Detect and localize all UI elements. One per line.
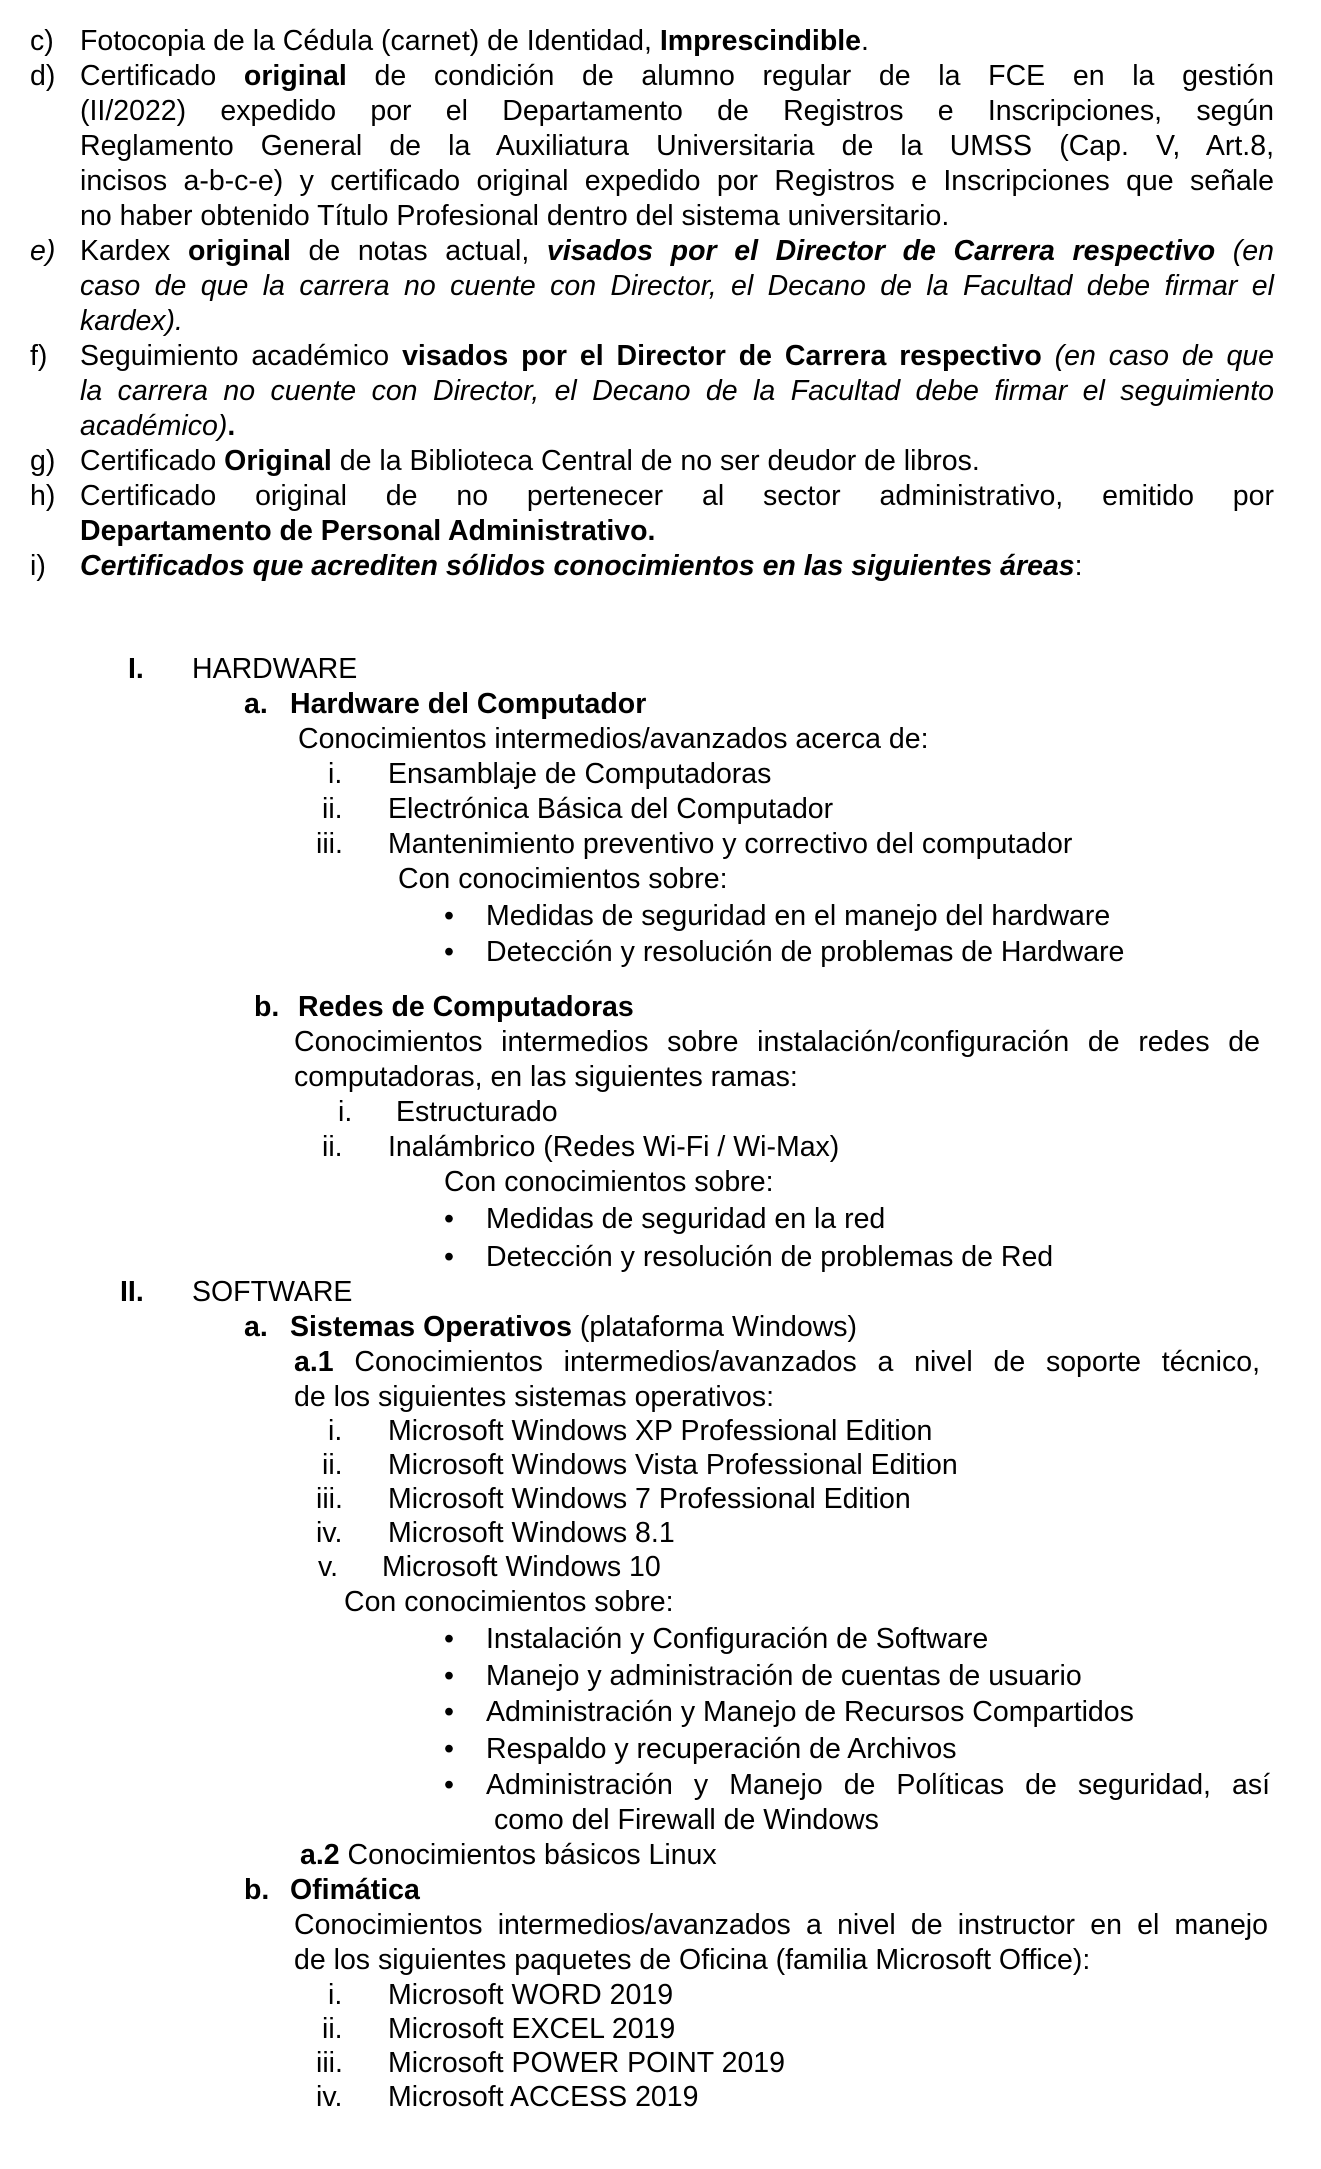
sw-b-item-text: Microsoft EXCEL 2019 — [388, 2013, 676, 2045]
sw-b-intro-line1: Conocimientos intermedios/avanzados a nivel de instructor en el manejo — [294, 1909, 1268, 1941]
hw-a-item-text: Ensamblaje de Computadoras — [388, 758, 772, 790]
sw-b-item-num: ii. — [322, 2013, 343, 2045]
sw-a-bullet: Administración y Manejo de Políticas de seguridad, así — [486, 1769, 1270, 1801]
hw-b-item-text: Estructurado — [396, 1096, 558, 1128]
hw-a-intro: Conocimientos intermedios/avanzados acerca de: — [298, 723, 929, 755]
sw-a1-l1: Conocimientos intermedios/avanzados a nivel de soporte técnico, — [333, 1346, 1260, 1378]
bullet-icon — [444, 1202, 454, 1237]
item-letter-h: h) — [30, 480, 56, 512]
hw-b-title: Redes de Computadoras — [298, 991, 634, 1023]
requirement-c-text: Fotocopia de la Cédula (carnet) de Identidad, — [80, 25, 660, 57]
sw-b-item-num: i. — [328, 1979, 343, 2011]
requirement-c-bold: Imprescindible — [659, 25, 862, 57]
f-l1b: visados por el Director de Carrera respectivo — [402, 340, 1042, 372]
e-l1b: original — [187, 235, 291, 267]
hw-a-letter: a. — [244, 688, 268, 720]
f-l3b: . — [227, 410, 236, 442]
i-end: : — [1074, 550, 1083, 582]
sw-a-item-text: Microsoft Windows 7 Professional Edition — [388, 1483, 911, 1515]
requirement-e-line3: kardex). — [80, 305, 183, 337]
sw-a-item-num: ii. — [322, 1449, 343, 1481]
e-l1c: de notas actual, — [290, 235, 547, 267]
sw-a-item-text: Microsoft Windows Vista Professional Edition — [388, 1449, 958, 1481]
f-l1a: Seguimiento académico — [80, 340, 403, 372]
hw-a-item-text: Mantenimiento preventivo y correctivo del computador — [388, 828, 1073, 860]
hw-b-intro-line2: computadoras, en las siguientes ramas: — [294, 1061, 798, 1093]
bullet-icon — [444, 935, 454, 970]
sw-a-item-text: Microsoft Windows 10 — [382, 1551, 661, 1583]
sw-a-bullet: Respaldo y recuperación de Archivos — [486, 1733, 957, 1765]
hw-b-sub: Con conocimientos sobre: — [444, 1166, 774, 1198]
section-title-hardware: HARDWARE — [192, 653, 358, 685]
hw-b-bullet: Detección y resolución de problemas de Red — [486, 1241, 1054, 1273]
hw-b-intro-line1: Conocimientos intermedios sobre instalación/configuración de redes de — [294, 1026, 1260, 1058]
requirement-f-line3 — [80, 409, 235, 444]
sw-a-bullet-cont: como del Firewall de Windows — [494, 1804, 879, 1836]
bullet-icon — [444, 1659, 454, 1694]
sw-a-bullet: Administración y Manejo de Recursos Compartidos — [486, 1696, 1134, 1728]
hw-b-letter: b. — [254, 991, 280, 1023]
e-l1a: Kardex — [80, 235, 188, 267]
sw-a1-label: a.1 — [294, 1346, 334, 1378]
sw-a-title-line — [290, 1310, 857, 1345]
requirement-i — [80, 549, 1083, 584]
hw-a-item-num: iii. — [316, 828, 343, 860]
f-l1c: (en caso de que — [1041, 340, 1274, 372]
sw-a-item-text: Microsoft Windows 8.1 — [388, 1517, 675, 1549]
hw-a-item-num: ii. — [322, 793, 343, 825]
hw-b-bullet: Medidas de seguridad en la red — [486, 1203, 886, 1235]
d-l1a: Certificado — [80, 60, 244, 92]
g-a: Certificado — [80, 445, 225, 477]
requirement-d-line1 — [80, 59, 1274, 94]
item-letter-e: e) — [30, 235, 56, 267]
sw-b-item-text: Microsoft ACCESS 2019 — [388, 2081, 699, 2113]
sw-a-sub: Con conocimientos sobre: — [344, 1586, 674, 1618]
e-l1e: (en — [1215, 235, 1274, 267]
sw-a-bullet: Instalación y Configuración de Software — [486, 1623, 989, 1655]
sw-a-letter: a. — [244, 1311, 268, 1343]
item-letter-f: f) — [30, 340, 48, 372]
requirement-f-line2: la carrera no cuente con Director, el Decano de la Facultad debe firmar el seguimiento — [80, 375, 1274, 407]
requirement-f-line1 — [80, 339, 1274, 374]
f-l3: académico) — [80, 410, 228, 442]
bullet-icon — [444, 1732, 454, 1767]
hw-a-sub: Con conocimientos sobre: — [398, 863, 728, 895]
requirement-e-line1 — [80, 234, 1274, 269]
requirement-c-end: . — [861, 25, 869, 57]
hw-a-bullet: Detección y resolución de problemas de Hardware — [486, 936, 1125, 968]
requirement-g — [80, 444, 980, 479]
sw-a-item-num: iii. — [316, 1483, 343, 1515]
sw-b-item-text: Microsoft WORD 2019 — [388, 1979, 674, 2011]
sw-a-item-text: Microsoft Windows XP Professional Edition — [388, 1415, 933, 1447]
bullet-icon — [444, 899, 454, 934]
requirement-h-line1: Certificado original de no pertenecer al sector administrativo, emitido por — [80, 480, 1274, 512]
sw-a-title: Sistemas Operativos — [290, 1311, 572, 1343]
sw-b-item-num: iv. — [316, 2081, 343, 2113]
sw-a2-line — [300, 1838, 717, 1873]
sw-a-item-num: v. — [318, 1551, 339, 1583]
g-b: Original — [224, 445, 332, 477]
bullet-icon — [444, 1695, 454, 1730]
sw-a-item-num: iv. — [316, 1517, 343, 1549]
sw-a1-line1 — [294, 1345, 1260, 1380]
e-l1d: visados por el Director de Carrera respectivo — [546, 235, 1216, 267]
bullet-icon — [444, 1768, 454, 1803]
requirement-h-line2: Departamento de Personal Administrativo. — [80, 515, 656, 547]
hw-b-item-num: i. — [338, 1096, 353, 1128]
g-c: de la Biblioteca Central de no ser deudor de libros. — [331, 445, 980, 477]
requirement-d-line5: no haber obtenido Título Profesional dentro del sistema universitario. — [80, 200, 950, 232]
item-letter-d: d) — [30, 60, 56, 92]
hw-b-item-text: Inalámbrico (Redes Wi-Fi / Wi-Max) — [388, 1131, 840, 1163]
item-letter-g: g) — [30, 445, 56, 477]
item-letter-c: c) — [30, 25, 54, 57]
sw-a2-label: a.2 — [300, 1839, 340, 1871]
section-title-software: SOFTWARE — [192, 1276, 353, 1308]
requirement-e-line2: caso de que la carrera no cuente con Director, el Decano de la Facultad debe firmar el — [80, 270, 1274, 302]
sw-b-item-num: iii. — [316, 2047, 343, 2079]
hw-a-item-num: i. — [328, 758, 343, 790]
section-num-software: II. — [120, 1276, 144, 1308]
sw-a2-text: Conocimientos básicos Linux — [339, 1839, 717, 1871]
sw-b-title: Ofimática — [290, 1874, 420, 1906]
d-l1b: original — [243, 60, 347, 92]
sw-a-item-num: i. — [328, 1415, 343, 1447]
requirement-d-line4: incisos a-b-c-e) y certificado original expedido por Registros e Inscripciones que señale — [80, 165, 1274, 197]
hw-a-item-text: Electrónica Básica del Computador — [388, 793, 834, 825]
requirement-d-line3: Reglamento General de la Auxiliatura Universitaria de la UMSS (Cap. V, Art.8, — [80, 130, 1274, 162]
sw-a-note: (plataforma Windows) — [571, 1311, 858, 1343]
d-l1c: de condición de alumno regular de la FCE en la gestión — [346, 60, 1274, 92]
sw-b-intro-line2: de los siguientes paquetes de Oficina (familia Microsoft Office): — [294, 1944, 1091, 1976]
section-num-hardware: I. — [128, 653, 144, 685]
sw-b-item-text: Microsoft POWER POINT 2019 — [388, 2047, 785, 2079]
sw-a-bullet: Manejo y administración de cuentas de usuario — [486, 1660, 1082, 1692]
bullet-icon — [444, 1622, 454, 1657]
hw-a-bullet: Medidas de seguridad en el manejo del hardware — [486, 900, 1111, 932]
item-letter-i: i) — [30, 550, 46, 582]
hw-b-item-num: ii. — [322, 1131, 343, 1163]
i-text: Certificados que acrediten sólidos conocimientos en las siguientes áreas — [80, 550, 1075, 582]
requirement-d-line2: (II/2022) expedido por el Departamento de Registros e Inscripciones, según — [80, 95, 1274, 127]
sw-b-letter: b. — [244, 1874, 270, 1906]
requirement-c — [80, 24, 869, 59]
sw-a1-line2: de los siguientes sistemas operativos: — [294, 1381, 774, 1413]
hw-a-title: Hardware del Computador — [290, 688, 647, 720]
bullet-icon — [444, 1240, 454, 1275]
